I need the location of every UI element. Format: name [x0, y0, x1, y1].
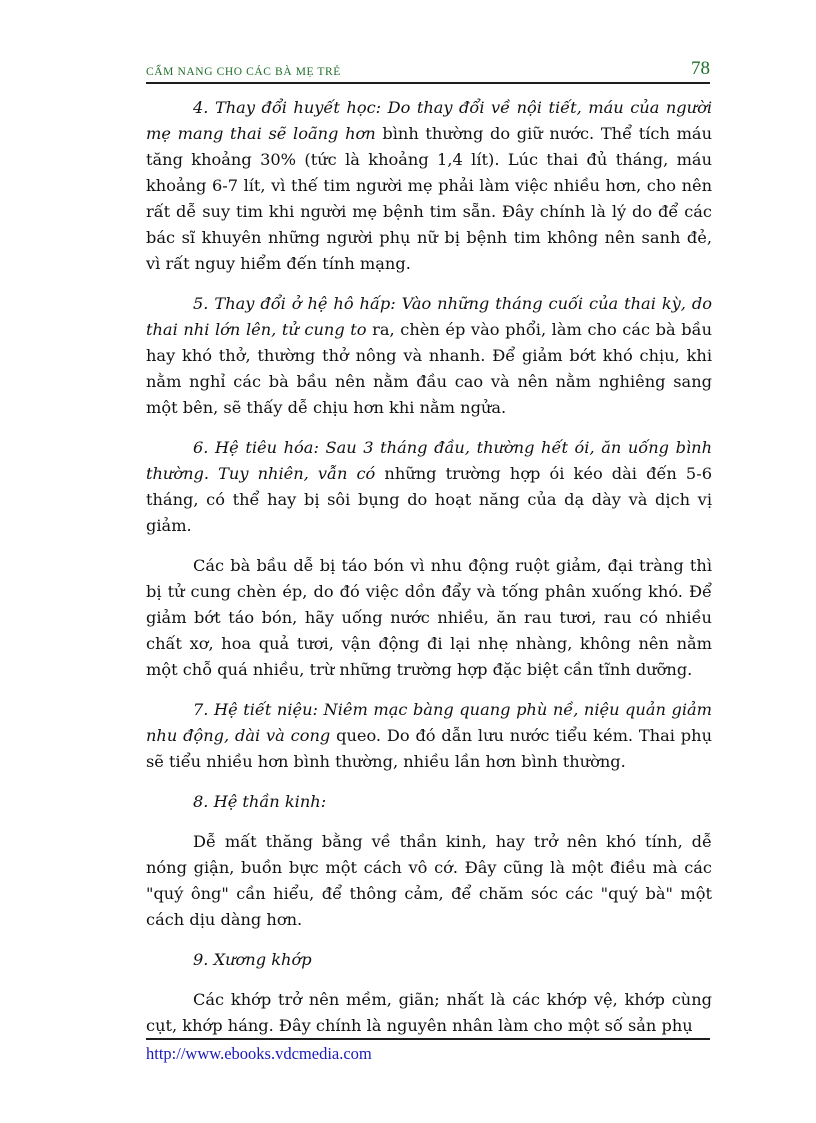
- paragraph-hematology-text: bình thường do giữ nước. Thể tích máu tăng khoảng 30% (tức là khoảng 1,4 lít). Lúc thai đủ tháng, máu khoảng 6-7 lít, vì thế tim người mẹ phải làm việc nhiều hơn, cho nên rất dễ suy tim khi người mẹ bệnh tim sẵn. Đây chính là lý do để các bác sĩ khuyên những người phụ nữ bị bệnh tim không nên sanh đẻ, vì rất nguy hiểm đến tính mạng.: [146, 124, 712, 273]
- paragraph-constipation: [146, 553, 712, 683]
- paragraph-constipation-text: Các bà bầu dễ bị táo bón vì nhu động ruột giảm, đại tràng thì bị tử cung chèn ép, do đó việc dồn đẩy và tống phân xuống khó. Để giảm bớt táo bón, hãy uống nước nhiều, ăn rau tươi, rau có nhiều chất xơ, hoa quả tươi, vận động đi lại nhẹ nhàng, không nên nằm một chỗ quá nhiều, trừ những trường hợp đặc biệt cần tĩnh dưỡng.: [146, 556, 712, 679]
- heading-nervous-system: [146, 789, 712, 815]
- paragraph-joints: [146, 987, 712, 1039]
- paragraph-hematology-heading: 4. Thay đổi huyết học: Do thay đổi về nội tiết, máu của người mẹ mang thai sẽ loãng hơn: [146, 98, 712, 143]
- paragraph-digestive-text: những trường hợp ói kéo dài đến 5-6 tháng, có thể hay bị sôi bụng do hoạt năng của dạ dày và dịch vị giảm.: [146, 464, 713, 535]
- header-divider: [146, 82, 710, 84]
- paragraph-respiratory: [146, 291, 712, 421]
- paragraph-respiratory-heading: 5. Thay đổi ở hệ hô hấp: Vào những tháng cuối của thai kỳ, do thai nhi lớn lên, tử cung to: [146, 294, 712, 339]
- heading-joints-text: 9. Xương khớp: [193, 950, 312, 969]
- heading-joints: [146, 947, 712, 973]
- book-title: CẨM NANG CHO CÁC BÀ MẸ TRẺ: [146, 66, 341, 78]
- page-number: 78: [691, 58, 710, 79]
- page-header: [146, 58, 710, 82]
- body-text: [146, 95, 712, 1053]
- paragraph-nervous-system-text: Dễ mất thăng bằng về thần kinh, hay trở nên khó tính, dễ nóng giận, buồn bực một cách vô cớ. Đây cũng là một điều mà các "quý ông" cần hiểu, để thông cảm, để chăm sóc các "quý bà" một cách dịu dàng hơn.: [146, 832, 712, 929]
- paragraph-joints-text: Các khớp trở nên mềm, giãn; nhất là các khớp vệ, khớp cùng cụt, khớp háng. Đây chính là nguyên nhân làm cho một số sản phụ: [146, 990, 712, 1035]
- paragraph-hematology: [146, 95, 712, 277]
- paragraph-urinary-heading: 7. Hệ tiết niệu: Niêm mạc bàng quang phù nề, niệu quản giảm nhu động, dài và cong: [146, 700, 712, 745]
- paragraph-digestive: [146, 435, 712, 539]
- heading-nervous-system-text: 8. Hệ thần kinh:: [193, 792, 327, 811]
- footer-website-link[interactable]: http://www.ebooks.vdcmedia.com: [146, 1044, 372, 1063]
- paragraph-respiratory-text: ra, chèn ép vào phổi, làm cho các bà bầu hay khó thở, thường thở nông và nhanh. Để giảm bớt khó chịu, khi nằm nghỉ các bà bầu nên nằm đầu cao và nên nằm nghiêng sang một bên, sẽ thấy dễ chịu hơn khi nằm ngửa.: [146, 320, 713, 417]
- paragraph-urinary-text: queo. Do đó dẫn lưu nước tiểu kém. Thai phụ sẽ tiểu nhiều hơn bình thường, nhiều lần hơn bình thường.: [146, 726, 712, 771]
- footer-divider: [146, 1038, 710, 1040]
- paragraph-urinary: [146, 697, 712, 775]
- paragraph-digestive-heading: 6. Hệ tiêu hóa: Sau 3 tháng đầu, thường hết ói, ăn uống bình thường. Tuy nhiên, vẫn có: [146, 438, 712, 483]
- paragraph-nervous-system: [146, 829, 712, 933]
